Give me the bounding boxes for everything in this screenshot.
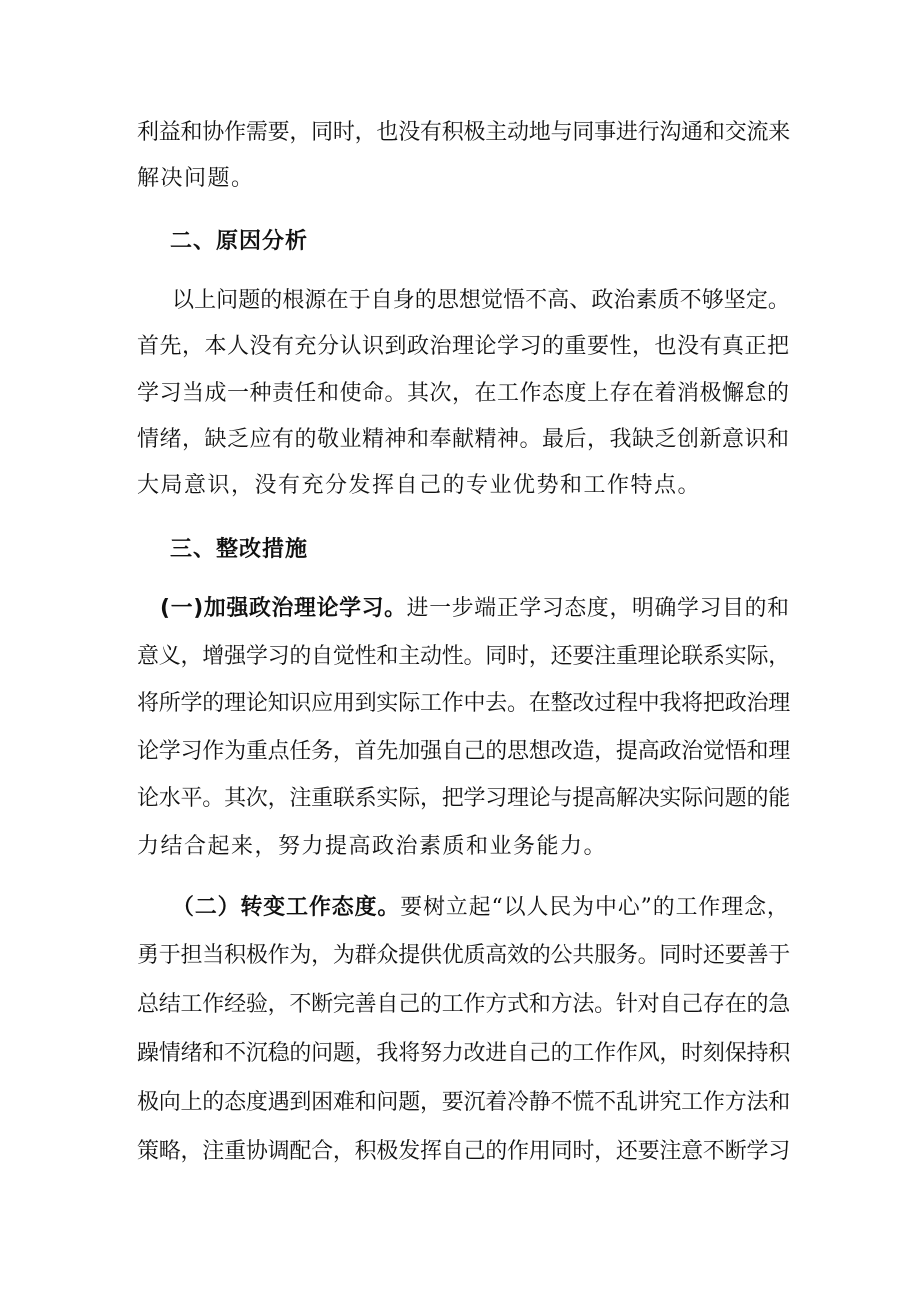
paragraph-line: 论水平。其次，注重联系实际，把学习理论与提高解决实际问题的能 <box>137 786 791 811</box>
measure-text: 进一步端正学习态度，明确学习目的和 <box>406 596 790 621</box>
paragraph-line: 学习当成一种责任和使命。其次，在工作态度上存在着消极懈怠的 <box>137 381 790 406</box>
paragraph-line: 解决问题。 <box>137 166 255 191</box>
paragraph-line: 极向上的态度遇到困难和问题，要沉着冷静不慌不乱讲究工作方法和 <box>137 1090 791 1115</box>
measure-text: 要树立起“以人民为中心”的工作理念， <box>400 895 790 920</box>
paragraph-line: 将所学的理论知识应用到实际工作中去。在整改过程中我将把政治理 <box>137 691 791 716</box>
section-heading-rectification: 三、整改措施 <box>170 537 309 562</box>
paragraph-line: 首先，本人没有充分认识到政治理论学习的重要性，也没有真正把 <box>137 334 790 359</box>
paragraph-line <box>172 893 790 923</box>
paragraph-line: 力结合起来，努力提高政治素质和业务能力。 <box>137 834 608 859</box>
measure-title: （二）转变工作态度。 <box>172 895 401 920</box>
section-heading-cause-analysis: 二、原因分析 <box>170 229 309 254</box>
paragraph-line: 以上问题的根源在于自身的思想觉悟不高、政治素质不够坚定。 <box>172 288 791 313</box>
paragraph-line: 大局意识，没有充分发挥自己的专业优势和工作特点。 <box>137 473 702 498</box>
paragraph-line: 总结工作经验，不断完善自己的工作方式和方法。针对自己存在的急 <box>137 992 791 1017</box>
measure-title: (一)加强政治理论学习。 <box>160 596 407 621</box>
paragraph-line: 情绪，缺乏应有的敬业精神和奉献精神。最后，我缺乏创新意识和 <box>137 427 790 452</box>
paragraph-line <box>160 594 790 624</box>
paragraph-line: 勇于担当积极作为，为群众提供优质高效的公共服务。同时还要善于 <box>137 943 791 968</box>
paragraph-line: 利益和协作需要，同时，也没有积极主动地与同事进行沟通和交流来 <box>137 120 791 145</box>
paragraph-line: 躁情绪和不沉稳的问题，我将努力改进自己的工作作风，时刻保持积 <box>137 1041 791 1066</box>
paragraph-line: 论学习作为重点任务，首先加强自己的思想改造，提高政治觉悟和理 <box>137 739 791 764</box>
paragraph-line: 意义，增强学习的自觉性和主动性。同时，还要注重理论联系实际， <box>137 644 791 669</box>
paragraph-line: 策略，注重协调配合，积极发挥自己的作用同时，还要注意不断学习 <box>137 1139 791 1164</box>
